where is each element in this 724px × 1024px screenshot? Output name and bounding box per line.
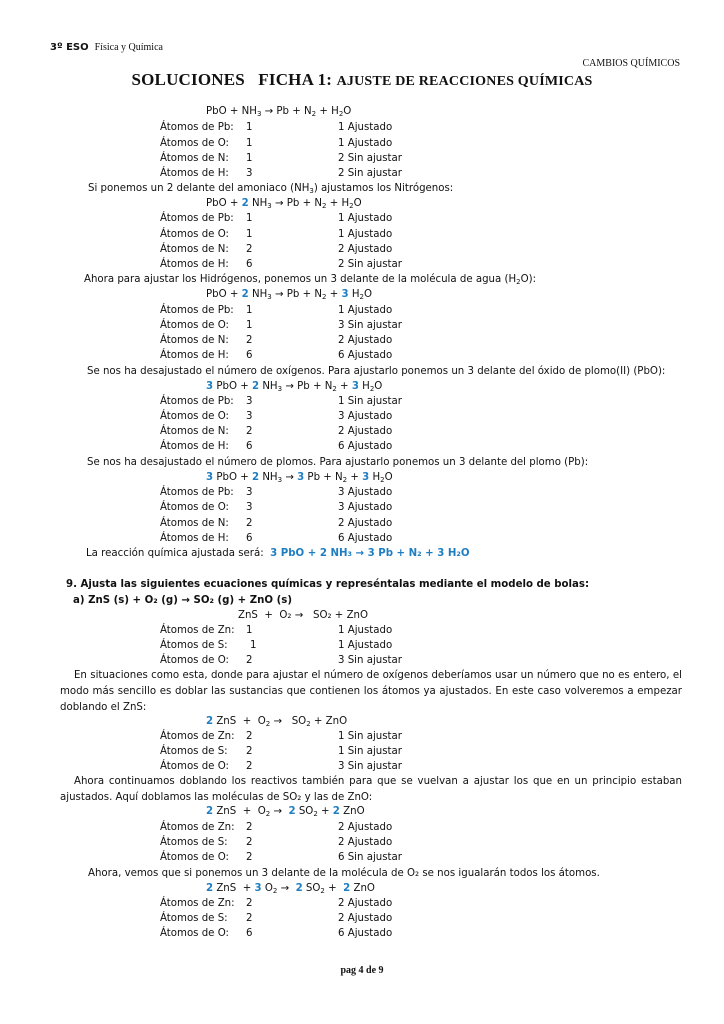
- atom-count: 2: [246, 244, 253, 255]
- atom-count: 6: [246, 928, 253, 939]
- atom-label: Átomos de H:: [160, 259, 229, 270]
- atom-count: 3: [246, 411, 253, 422]
- atom-label: Átomos de Pb:: [160, 396, 234, 407]
- atom-status: 1 Ajustado: [338, 305, 393, 316]
- equation-step4: 3 PbO + 2 $NH_3 \to Pb + N_2 + 3$ $H_2O$: [206, 381, 383, 393]
- atom-label: Átomos de H:: [160, 441, 229, 452]
- atom-status: 2 Ajustado: [338, 822, 393, 833]
- title-main: SOLUCIONES FICHA 1:: [131, 70, 333, 89]
- atom-count: 6: [246, 533, 253, 544]
- atom-count: 1: [246, 213, 253, 224]
- atom-status: 6 Ajustado: [338, 350, 393, 361]
- explanation-paragraph: Ahora continuamos doblando los reactivos también para que se vuelvan a ajustar los que en un principio estaban ajustados. Aquí doblamos las moléculas de SO₂ y las de ZnO:: [60, 776, 682, 803]
- atom-count: 1: [246, 229, 253, 240]
- atom-label: Átomos de O:: [160, 411, 229, 422]
- atom-label: Átomos de Pb:: [160, 122, 234, 133]
- atom-status: 2 Sin ajustar: [338, 153, 402, 164]
- explanation-paragraph: En situaciones como esta, donde para ajustar el número de oxígenos deberíamos usar un número que no es entero, el modo más sencillo es doblar las sustancias que contienen los átomos ya ajustados. En este caso volveremos a empezar doblando el ZnS:: [60, 670, 682, 713]
- atom-count: 1: [246, 320, 253, 331]
- atom-label: Átomos de H:: [160, 168, 229, 179]
- explanation-text: Si ponemos un 2 delante del amoniaco $(NH_3)$ ajustamos los Nitrógenos:: [88, 183, 454, 195]
- atom-label: Átomos de S:: [160, 913, 228, 924]
- atom-label: Átomos de S:: [160, 746, 228, 757]
- subject-label: Física y Química: [94, 42, 163, 53]
- atom-status: 6 Ajustado: [338, 928, 393, 939]
- atom-label: Átomos de O:: [160, 928, 229, 939]
- atom-count: 2: [246, 731, 253, 742]
- atom-count: 2: [246, 518, 253, 529]
- atom-status: 1 Ajustado: [338, 213, 393, 224]
- equation-step1: PbO + $NH_3 \to Pb + N_2 + H_2O$: [206, 106, 352, 118]
- exercise-heading: 9. Ajusta las siguientes ecuaciones químicas y represéntalas mediante el modelo de bolas:: [66, 579, 590, 590]
- atom-status: 2 Ajustado: [338, 837, 393, 848]
- atom-label: Átomos de Zn:: [160, 898, 235, 909]
- atom-count: 2: [246, 837, 253, 848]
- course-header: [50, 42, 163, 53]
- atom-status: 3 Sin ajustar: [338, 761, 402, 772]
- explanation-text: Se nos ha desajustado el número de plomos. Para ajustarlo ponemos un 3 delante del plomo (Pb):: [87, 457, 589, 468]
- atom-count: 2: [246, 655, 253, 666]
- atom-label: Átomos de Zn:: [160, 625, 235, 636]
- equation-step2: PbO + 2 $NH_3 \to Pb + N_2 + H_2O$: [206, 198, 362, 210]
- atom-status: 2 Ajustado: [338, 244, 393, 255]
- exercise-item-a: a) ZnS (s) + O₂ (g) → SO₂ (g) + ZnO (s): [73, 595, 292, 606]
- atom-label: Átomos de O:: [160, 320, 229, 331]
- atom-count: 6: [246, 259, 253, 270]
- atom-label: Átomos de N:: [160, 518, 229, 529]
- atom-count: 1: [250, 640, 257, 651]
- explanation-text: Ahora, vemos que si ponemos un 3 delante de la molécula de O₂ se nos igualarán todos los átomos.: [88, 868, 600, 879]
- page-title: [0, 70, 724, 90]
- atom-count: 1: [246, 122, 253, 133]
- atom-count: 2: [246, 822, 253, 833]
- equation-zns-step2: 2 ZnS + $O_2 \to SO_2$ + ZnO: [206, 716, 348, 728]
- equation-zns-step3: 2 ZnS + $O_2 \to 2$ $SO_2 + 2$ ZnO: [206, 806, 365, 818]
- explanation-text: Se nos ha desajustado el número de oxígenos. Para ajustarlo ponemos un 3 delante del óxido de plomo(II) (PbO):: [87, 366, 666, 377]
- atom-count: 1: [246, 625, 253, 636]
- course-label: 3º ESO: [50, 42, 89, 53]
- atom-status: 6 Ajustado: [338, 441, 393, 452]
- atom-count: 1: [246, 305, 253, 316]
- atom-label: Átomos de N:: [160, 335, 229, 346]
- atom-label: Átomos de Pb:: [160, 213, 234, 224]
- equation-zns-step4: 2 ZnS + 3 $O_2 \to 2$ $SO_2 + 2$ ZnO: [206, 883, 375, 895]
- final-reaction: [86, 548, 470, 559]
- atom-status: 2 Ajustado: [338, 426, 393, 437]
- equation-step3: PbO + 2 $NH_3 \to Pb + N_2 + 3$ $H_2O$: [206, 289, 372, 301]
- atom-label: Átomos de N:: [160, 244, 229, 255]
- equation-step5: 3 PbO + 2 $NH_3 \to 3$ $Pb + N_2 + 3$ $H_2O$: [206, 472, 393, 484]
- atom-label: Átomos de O:: [160, 761, 229, 772]
- title-sub: AJUSTE DE REACCIONES QUÍMICAS: [336, 74, 593, 89]
- atom-label: Átomos de O:: [160, 655, 229, 666]
- topic-header: CAMBIOS QUÍMICOS: [582, 58, 680, 69]
- atom-label: Átomos de S:: [160, 640, 228, 651]
- atom-status: 3 Ajustado: [338, 487, 393, 498]
- atom-status: 1 Sin ajustar: [338, 746, 402, 757]
- atom-status: 3 Ajustado: [338, 411, 393, 422]
- atom-label: Átomos de S:: [160, 837, 228, 848]
- final-equation: 3 PbO + 2 NH₃ → 3 Pb + N₂ + 3 H₂O: [270, 548, 470, 559]
- atom-status: 1 Ajustado: [338, 640, 393, 651]
- atom-label: Átomos de N:: [160, 426, 229, 437]
- atom-status: 1 Ajustado: [338, 122, 393, 133]
- atom-status: 2 Ajustado: [338, 913, 393, 924]
- atom-label: Átomos de Pb:: [160, 305, 234, 316]
- atom-status: 2 Sin ajustar: [338, 259, 402, 270]
- atom-count: 3: [246, 502, 253, 513]
- atom-status: 6 Ajustado: [338, 533, 393, 544]
- atom-status: 3 Sin ajustar: [338, 655, 402, 666]
- atom-status: 3 Ajustado: [338, 502, 393, 513]
- atom-status: 2 Ajustado: [338, 898, 393, 909]
- atom-status: 6 Sin ajustar: [338, 852, 402, 863]
- equation-zns-step1: ZnS + O₂ → SO₂ + ZnO: [238, 610, 369, 621]
- atom-status: 1 Ajustado: [338, 229, 393, 240]
- atom-label: Átomos de Zn:: [160, 731, 235, 742]
- atom-count: 2: [246, 852, 253, 863]
- atom-label: Átomos de N:: [160, 153, 229, 164]
- atom-label: Átomos de O:: [160, 502, 229, 513]
- atom-count: 2: [246, 913, 253, 924]
- atom-status: 2 Ajustado: [338, 335, 393, 346]
- atom-label: Átomos de O:: [160, 138, 229, 149]
- atom-label: Átomos de Zn:: [160, 822, 235, 833]
- page-number: pag 4 de 9: [340, 965, 384, 976]
- atom-label: Átomos de H:: [160, 533, 229, 544]
- atom-status: 3 Sin ajustar: [338, 320, 402, 331]
- atom-count: 3: [246, 396, 253, 407]
- atom-count: 6: [246, 441, 253, 452]
- atom-status: 1 Ajustado: [338, 625, 393, 636]
- atom-status: 1 Ajustado: [338, 138, 393, 149]
- atom-count: 2: [246, 335, 253, 346]
- atom-count: 6: [246, 350, 253, 361]
- atom-status: 1 Sin ajustar: [338, 396, 402, 407]
- atom-count: 3: [246, 487, 253, 498]
- atom-status: 1 Sin ajustar: [338, 731, 402, 742]
- atom-status: 2 Sin ajustar: [338, 168, 402, 179]
- atom-label: Átomos de Pb:: [160, 487, 234, 498]
- atom-label: Átomos de O:: [160, 852, 229, 863]
- atom-count: 2: [246, 898, 253, 909]
- atom-count: 2: [246, 761, 253, 772]
- final-label: La reacción química ajustada será:: [86, 548, 264, 559]
- explanation-text: Ahora para ajustar los Hidrógenos, ponemos un 3 delante de la molécula de agua $(H_2O)$:: [84, 274, 537, 286]
- atom-status: 2 Ajustado: [338, 518, 393, 529]
- atom-count: 1: [246, 138, 253, 149]
- atom-label: Átomos de O:: [160, 229, 229, 240]
- atom-count: 2: [246, 746, 253, 757]
- atom-label: Átomos de H:: [160, 350, 229, 361]
- atom-count: 3: [246, 168, 253, 179]
- atom-count: 1: [246, 153, 253, 164]
- atom-count: 2: [246, 426, 253, 437]
